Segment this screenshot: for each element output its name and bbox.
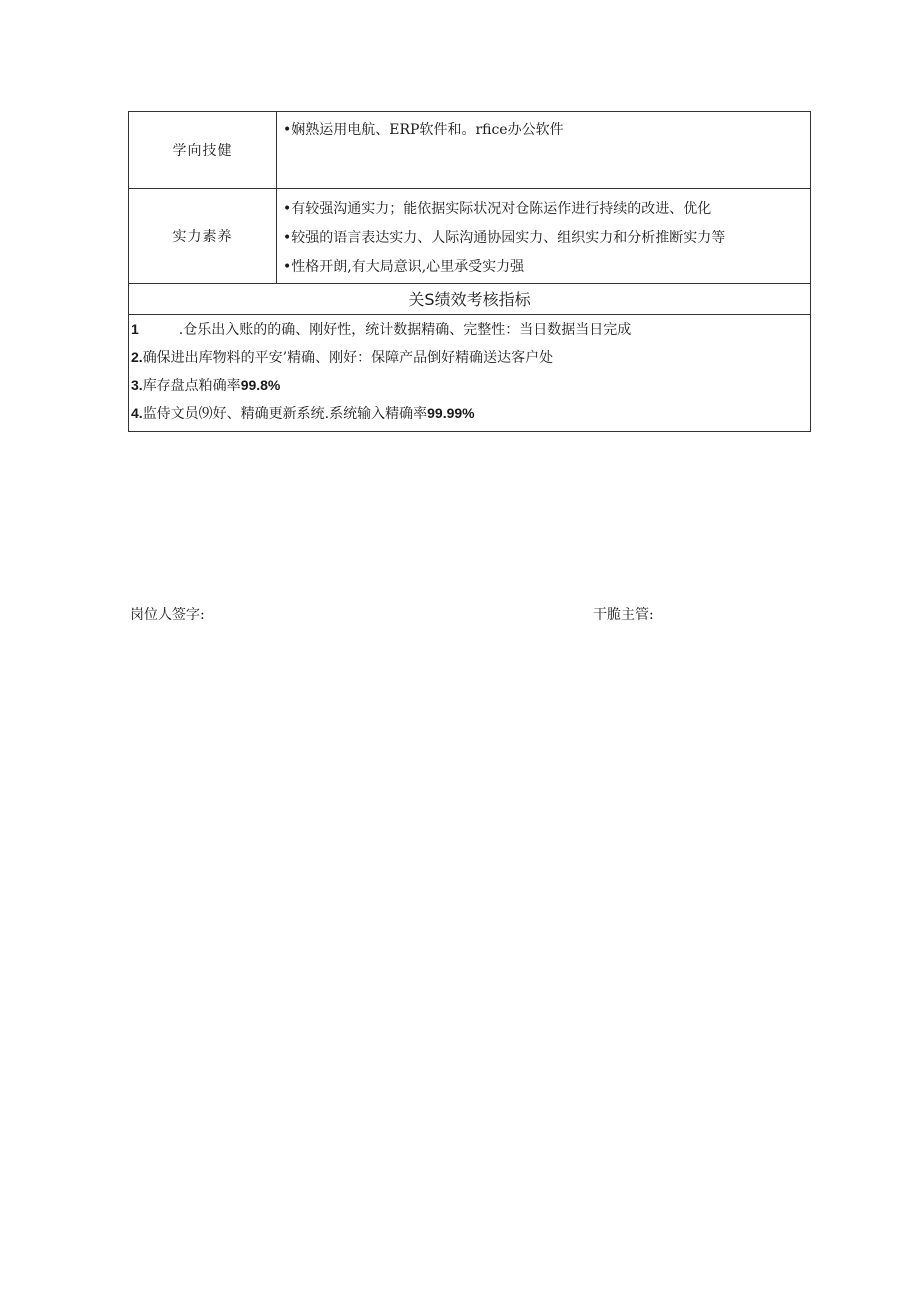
ability-content xyxy=(277,189,810,283)
kpi-section-title: 关S绩效考核指标 xyxy=(129,284,810,315)
kpi-text: 监侍文员⑼好、精确更新系统.系统输入精确率 xyxy=(142,406,428,422)
kpi-item xyxy=(131,343,806,371)
skills-item: •娴熟运用电航、ERP软件和。rfice办公软件 xyxy=(283,122,564,138)
skills-row xyxy=(129,112,810,189)
kpi-list xyxy=(129,315,810,431)
ability-label: 实力素养 xyxy=(129,189,277,283)
kpi-item xyxy=(131,315,806,343)
kpi-item xyxy=(131,371,806,399)
kpi-value: 99.8% xyxy=(240,377,281,393)
kpi-text: 库存盘点粕确率 xyxy=(142,378,241,394)
job-description-table xyxy=(128,111,811,432)
kpi-text: 确保进出库物料的平安’精确、刚好：保障产品倒好精确送达客户处 xyxy=(142,350,554,366)
ability-row xyxy=(129,189,810,284)
kpi-number: 4. xyxy=(131,405,143,421)
supervisor-signature-label: 干脆主管: xyxy=(593,607,654,623)
ability-item: •有较强沟通实力；能依据实际状况对仓陈运作进行持续的改进、优化 xyxy=(283,201,712,217)
kpi-item xyxy=(131,399,806,427)
kpi-value: 99.99% xyxy=(427,405,475,421)
skills-content xyxy=(277,112,810,188)
kpi-number: 3. xyxy=(131,377,143,393)
ability-item: •较强的语言表达实力、人际沟通协园实力、组织实力和分析推断实力等 xyxy=(283,230,726,246)
skills-label: 学向技健 xyxy=(129,112,277,188)
employee-signature-label: 岗位人签字: xyxy=(130,607,205,623)
ability-item: •性格开朗,有大局意识,心里承受实力强 xyxy=(283,259,525,275)
kpi-text: .仓乐出入账的的确、刚好性，统计数据精确、完整性：当日数据当日完成 xyxy=(178,322,632,338)
kpi-number: 1 xyxy=(131,321,139,337)
kpi-number: 2. xyxy=(131,349,143,365)
